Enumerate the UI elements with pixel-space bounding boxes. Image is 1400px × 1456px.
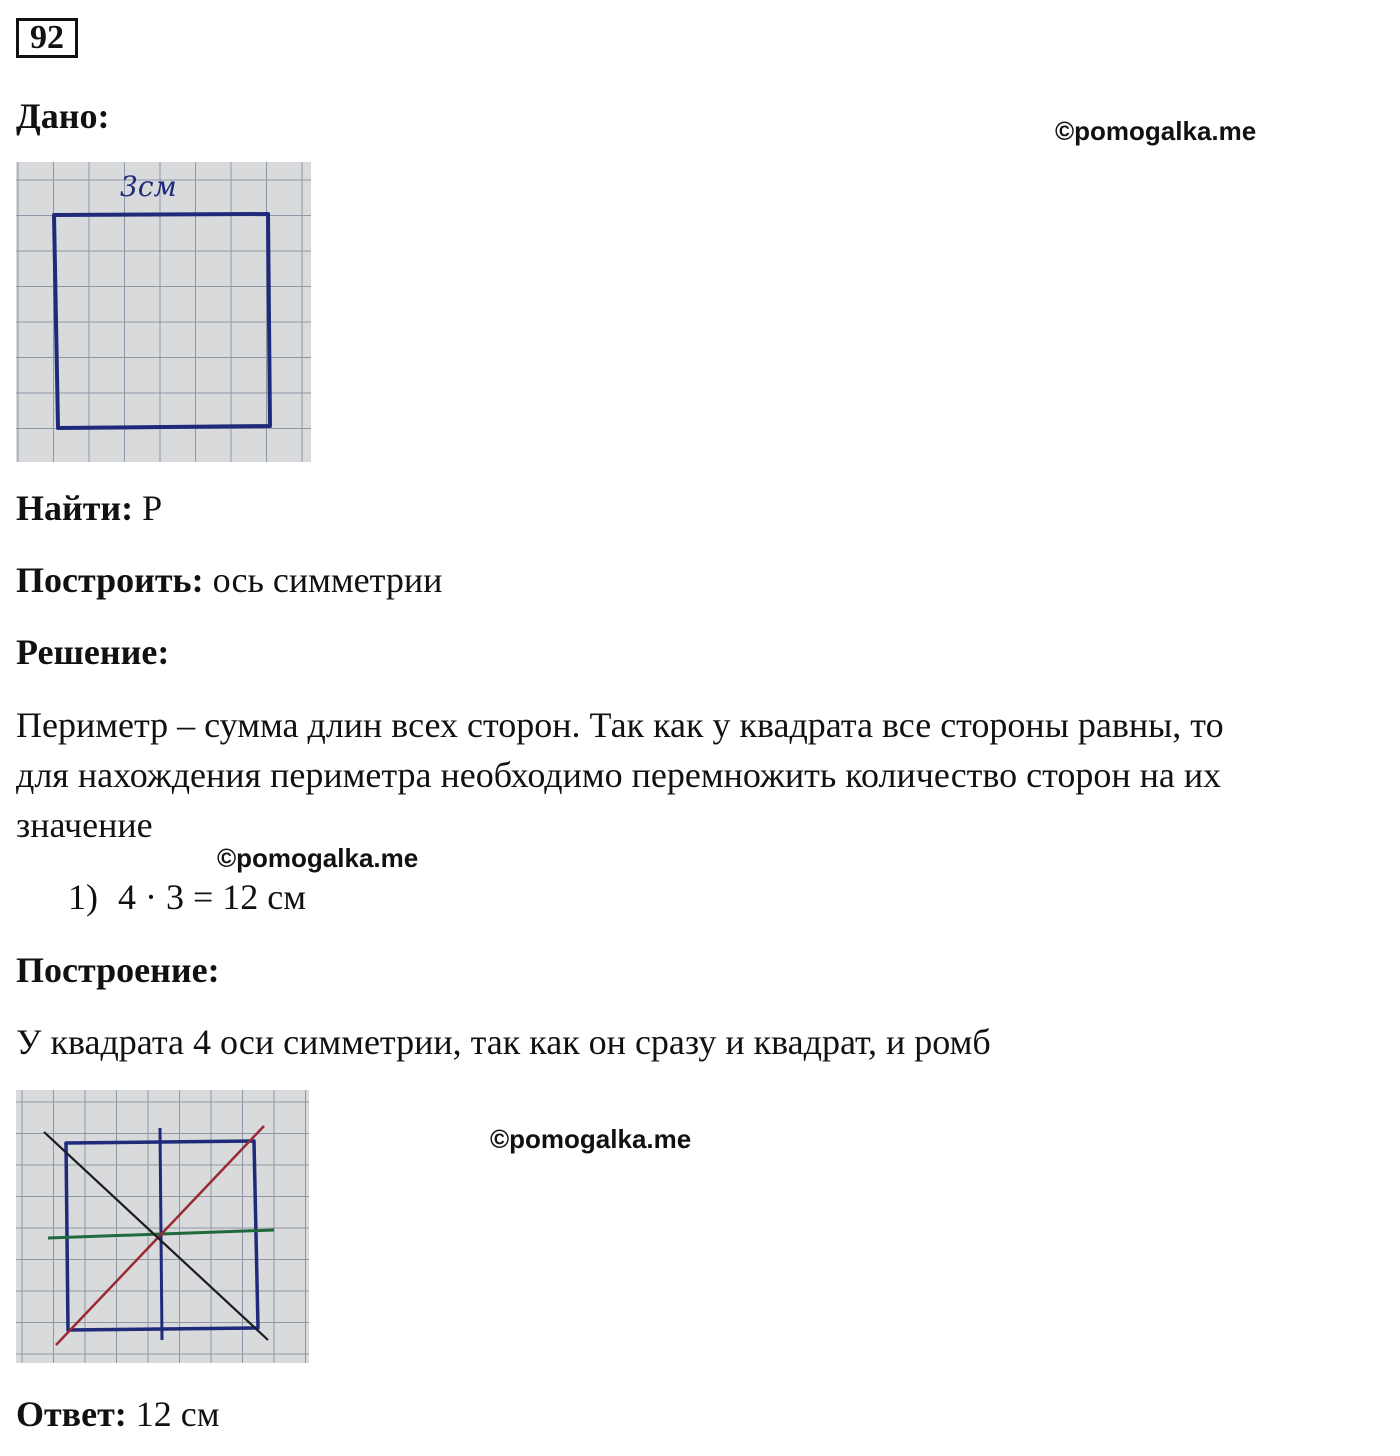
given-square-figure bbox=[16, 162, 311, 462]
construction-label: Построение: bbox=[16, 950, 220, 990]
construction-text: У квадрата 4 оси симметрии, так как он сразу и квадрат, и ромб bbox=[16, 1022, 991, 1062]
symmetry-axes-figure bbox=[16, 1090, 309, 1363]
solution-line-3: значение bbox=[16, 805, 153, 845]
solution-line-2: для нахождения периметра необходимо перемножить количество сторон на их bbox=[16, 755, 1222, 795]
solution-line-1: Периметр – сумма длин всех сторон. Так как у квадрата все стороны равны, то bbox=[16, 705, 1224, 745]
find-value: P bbox=[142, 488, 163, 528]
solution-step-number: 1) bbox=[68, 877, 98, 917]
watermark-bottom: ©pomogalka.me bbox=[490, 1124, 692, 1154]
task-number: 92 bbox=[16, 18, 78, 58]
construction-heading bbox=[16, 950, 220, 990]
solution-step-equation: 4 · 3 = 12 см bbox=[118, 877, 307, 917]
given-label: Дано: bbox=[16, 96, 110, 136]
solution-heading bbox=[16, 632, 169, 672]
answer-line bbox=[16, 1394, 220, 1434]
symmetry-drawing bbox=[16, 1090, 309, 1363]
solution-label: Решение: bbox=[16, 632, 170, 672]
watermark-top: ©pomogalka.me bbox=[1055, 116, 1257, 146]
square-drawing bbox=[16, 162, 311, 462]
construct-value: ось симметрии bbox=[212, 560, 443, 600]
answer-value: 12 см bbox=[135, 1394, 220, 1434]
watermark-middle: ©pomogalka.me bbox=[217, 843, 419, 873]
find-line bbox=[16, 488, 162, 528]
side-length-annotation: 3см bbox=[120, 170, 177, 203]
construct-label: Построить: bbox=[16, 560, 204, 600]
construct-line bbox=[16, 560, 442, 600]
answer-label: Ответ: bbox=[16, 1394, 127, 1434]
find-label: Найти: bbox=[16, 488, 134, 528]
given-heading bbox=[16, 96, 110, 136]
